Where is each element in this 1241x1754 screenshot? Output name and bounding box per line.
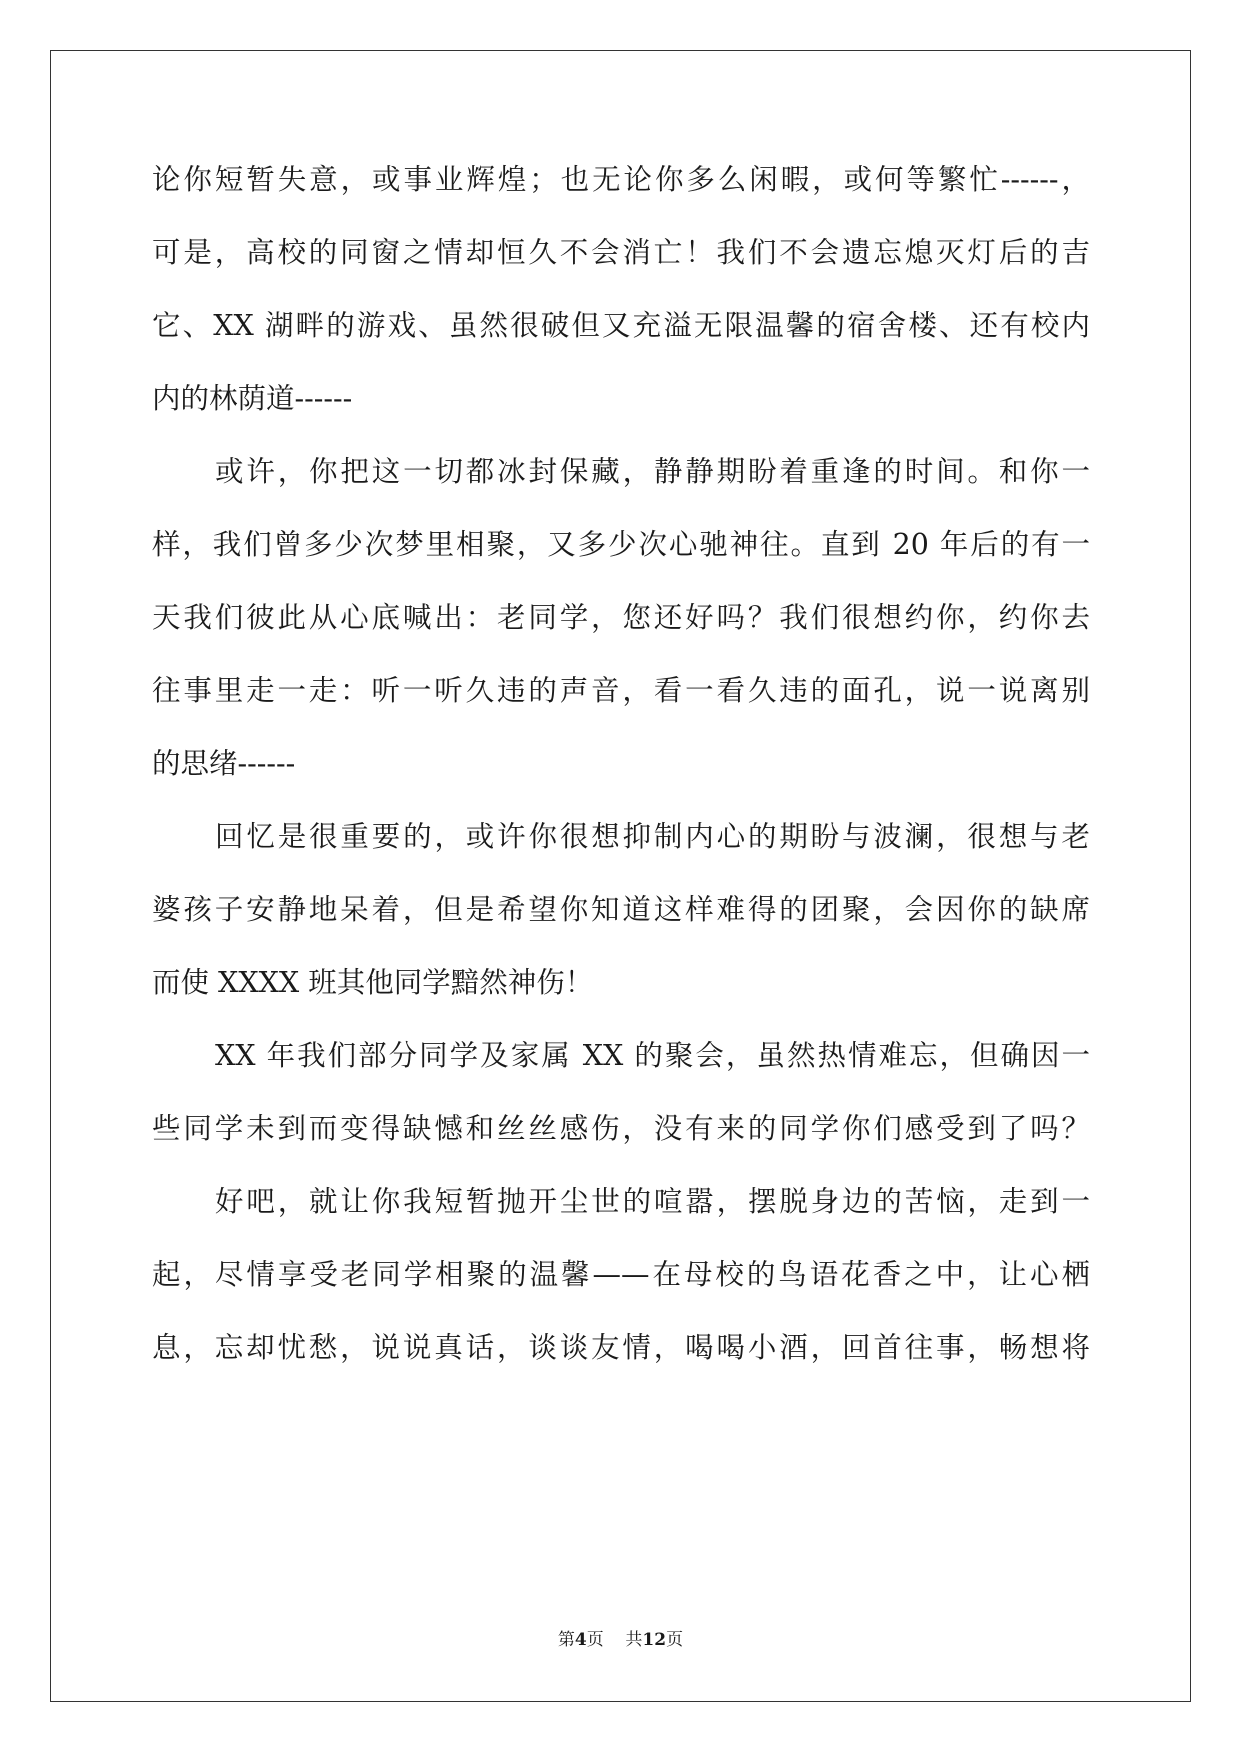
- body-line-1: 论你短暂失意，或事业辉煌；也无论你多么闲暇，或何等繁忙------，: [152, 163, 1090, 196]
- body-line-7: 天我们彼此从心底喊出：老同学，您还好吗？我们很想约你，约你去: [152, 601, 1090, 634]
- body-line-9: 的思绪------: [152, 747, 296, 780]
- footer-page-prefix: 第: [557, 1630, 575, 1650]
- page-border: [50, 50, 1191, 1702]
- body-line-11: 婆孩子安静地呆着，但是希望你知道这样难得的团聚，会因你的缺席: [152, 893, 1090, 926]
- footer-total-prefix: 共: [625, 1630, 643, 1650]
- body-line-17: 息，忘却忧愁，说说真话，谈谈友情，喝喝小酒，回首往事，畅想将: [152, 1331, 1090, 1364]
- body-line-12: 而使 XXXX 班其他同学黯然神伤！: [152, 966, 594, 999]
- body-line-2: 可是，高校的同窗之情却恒久不会消亡！我们不会遗忘熄灭灯后的吉: [152, 236, 1090, 269]
- body-line-15: 好吧，就让你我短暂抛开尘世的喧嚣，摆脱身边的苦恼，走到一: [215, 1185, 1090, 1218]
- footer-total-pages: 12: [642, 1630, 667, 1650]
- body-line-3: 它、XX 湖畔的游戏、虽然很破但又充溢无限温馨的宿舍楼、还有校内: [152, 309, 1090, 342]
- page-footer: [0, 1628, 1241, 1652]
- body-line-10: 回忆是很重要的，或许你很想抑制内心的期盼与波澜，很想与老: [215, 820, 1090, 853]
- body-line-16: 起，尽情享受老同学相聚的温馨——在母校的鸟语花香之中，让心栖: [152, 1258, 1090, 1291]
- body-line-13: XX 年我们部分同学及家属 XX 的聚会，虽然热情难忘，但确因一: [215, 1039, 1090, 1072]
- body-line-4: 内的林荫道------: [152, 382, 353, 415]
- body-line-5: 或许，你把这一切都冰封保藏，静静期盼着重逢的时间。和你一: [215, 455, 1090, 488]
- footer-page-label: 页: [586, 1630, 604, 1650]
- body-line-8: 往事里走一走：听一听久违的声音，看一看久违的面孔，说一说离别: [152, 674, 1090, 707]
- footer-page-number: 4: [574, 1630, 587, 1650]
- body-line-14: 些同学未到而变得缺憾和丝丝感伤，没有来的同学你们感受到了吗？: [152, 1112, 1090, 1145]
- footer-total-label: 页: [666, 1630, 684, 1650]
- body-line-6: 样，我们曾多少次梦里相聚，又多少次心驰神往。直到 20 年后的有一: [152, 528, 1090, 561]
